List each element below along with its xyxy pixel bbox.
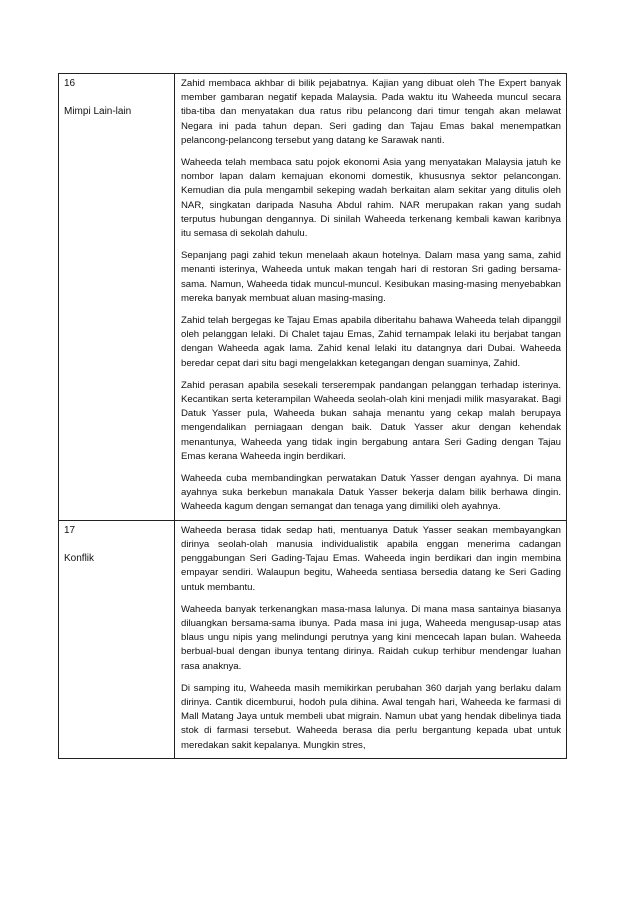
table-row: [59, 520, 567, 758]
chapter-cell: [59, 74, 175, 521]
synopsis-paragraph: Sepanjang pagi zahid tekun menelaah akaun hotelnya. Dalam masa yang sama, zahid menanti isterinya, Waheeda untuk makan tengah hari di restoran Sri gading bersama-sama. Namun, Waheeda tidak muncul-muncul. Kesibukan masing-masing menyebabkan mereka banyak membuat aluan masing-masing.: [181, 250, 561, 304]
chapter-title: Mimpi Lain-lain: [64, 106, 132, 117]
synopsis-paragraph: Zahid telah bergegas ke Tajau Emas apabila diberitahu bahawa Waheeda telah dipanggil oleh pelanggan lelaki. Di Chalet tajau Emas, Zahid ternampak lelaki itu berjabat tangan dengan Waheeda agak lama. Zahid kenal lelaki itu datangnya dari Dubai. Waheeda beredar cepat dari situ bagi mengelakkan ketegangan dengan suaminya, Zahid.: [181, 315, 561, 369]
synopsis-cell: [175, 520, 567, 758]
summary-table: [58, 73, 567, 759]
chapter-title: Konflik: [64, 552, 95, 564]
synopsis-paragraph: Waheeda telah membaca satu pojok ekonomi Asia yang menyatakan Malaysia jatuh ke nombor lapan dalam kemajuan ekonomi domestik, khususnya sektor pelancongan. Kemudian dia pula mengambil sekeping wadah berkaitan alam sekitar yang ditulis oleh NAR, singkatan daripada Nasuha Abdul rahim. NAR merupakan rakan yang sudah terputus hubungan dengannya. Di sinilah Waheeda terkenang kembali kawan karibnya itu semasa di sekolah dahulu.: [181, 157, 561, 240]
synopsis-paragraph: Waheeda berasa tidak sedap hati, mentuanya Datuk Yasser seakan membayangkan dirinya seolah-olah manusia individualistik apabila enggan menerima cadangan penggabungan Seri Gading-Tajau Emas. Waheeda ingin berdikari dan ingin membina empayar sendiri. Walaupun begitu, Waheeda sentiasa bersedia datang ke Seri Gading untuk membantu.: [181, 524, 561, 593]
chapter-number: 17: [64, 524, 76, 536]
synopsis-cell: [175, 74, 567, 521]
synopsis-paragraph: Zahid membaca akhbar di bilik pejabatnya. Kajian yang dibuat oleh The Expert banyak member gambaran negatif kepada Malaysia. Pada waktu itu Waheeda muncul secara tiba-tiba dan menyatakan dua ratus ribu pelancong dari timur tengah akan melawat Negara ini pada tahun depan. Seri gading dan Tajau Emas bakal menempatkan pelancong-pelancong tersebut yang datang ke Sarawak nanti.: [181, 78, 561, 146]
table-row: [59, 74, 567, 521]
synopsis-paragraph: Di samping itu, Waheeda masih memikirkan perubahan 360 darjah yang berlaku dalam dirinya. Cantik dicemburui, hodoh pula dihina. Awal tengah hari, Waheeda ke farmasi di Mall Matang Jaya untuk membeli ubat migrain. Namun ubat yang hendak dibelinya tiada stok di farmasi tersebut. Waheeda berasa dia perlu bergantung kepada ubat untuk meredakan sakit kepalanya. Mungkin stres,: [181, 682, 561, 751]
synopsis-paragraph: Zahid perasan apabila sesekali terserempak pandangan pelanggan terhadap isterinya. Kecantikan serta keterampilan Waheeda seolah-olah kini menjadi milik masyarakat. Bagi Datuk Yasser pula, Waheeda bukan sahaja menantu yang cekap malah berupaya mengendalikan perniagaan dengan baik. Datuk Yasser akur dengan kehendak menantunya, Waheeda yang tidak ingin bergabung antara Seri Gading dengan Tajau Emas kerana Waheeda ingin berdikari.: [181, 379, 561, 462]
synopsis-paragraph: Waheeda cuba membandingkan perwatakan Datuk Yasser dengan ayahnya. Di mana ayahnya suka berkebun manakala Datuk Yasser bekerja dalam bilik berhawa dingin. Waheeda kagum dengan semangat dan tenaga yang dimiliki oleh ayahnya.: [181, 473, 561, 513]
chapter-cell: [59, 520, 175, 758]
synopsis-paragraph: Waheeda banyak terkenangkan masa-masa lalunya. Di mana masa santainya biasanya diluangkan bersama-sama ibunya. Pada masa ini juga, Waheeda mengusap-usap atas blaus ungu nipis yang melindungi perutnya yang kini mencecah lapan bulan. Waheeda berbual-bual dengan ibunya tentang dirinya. Raidah cukup terhibur mendengar luahan rasa anaknya.: [181, 603, 561, 672]
chapter-number: 16: [64, 78, 76, 89]
